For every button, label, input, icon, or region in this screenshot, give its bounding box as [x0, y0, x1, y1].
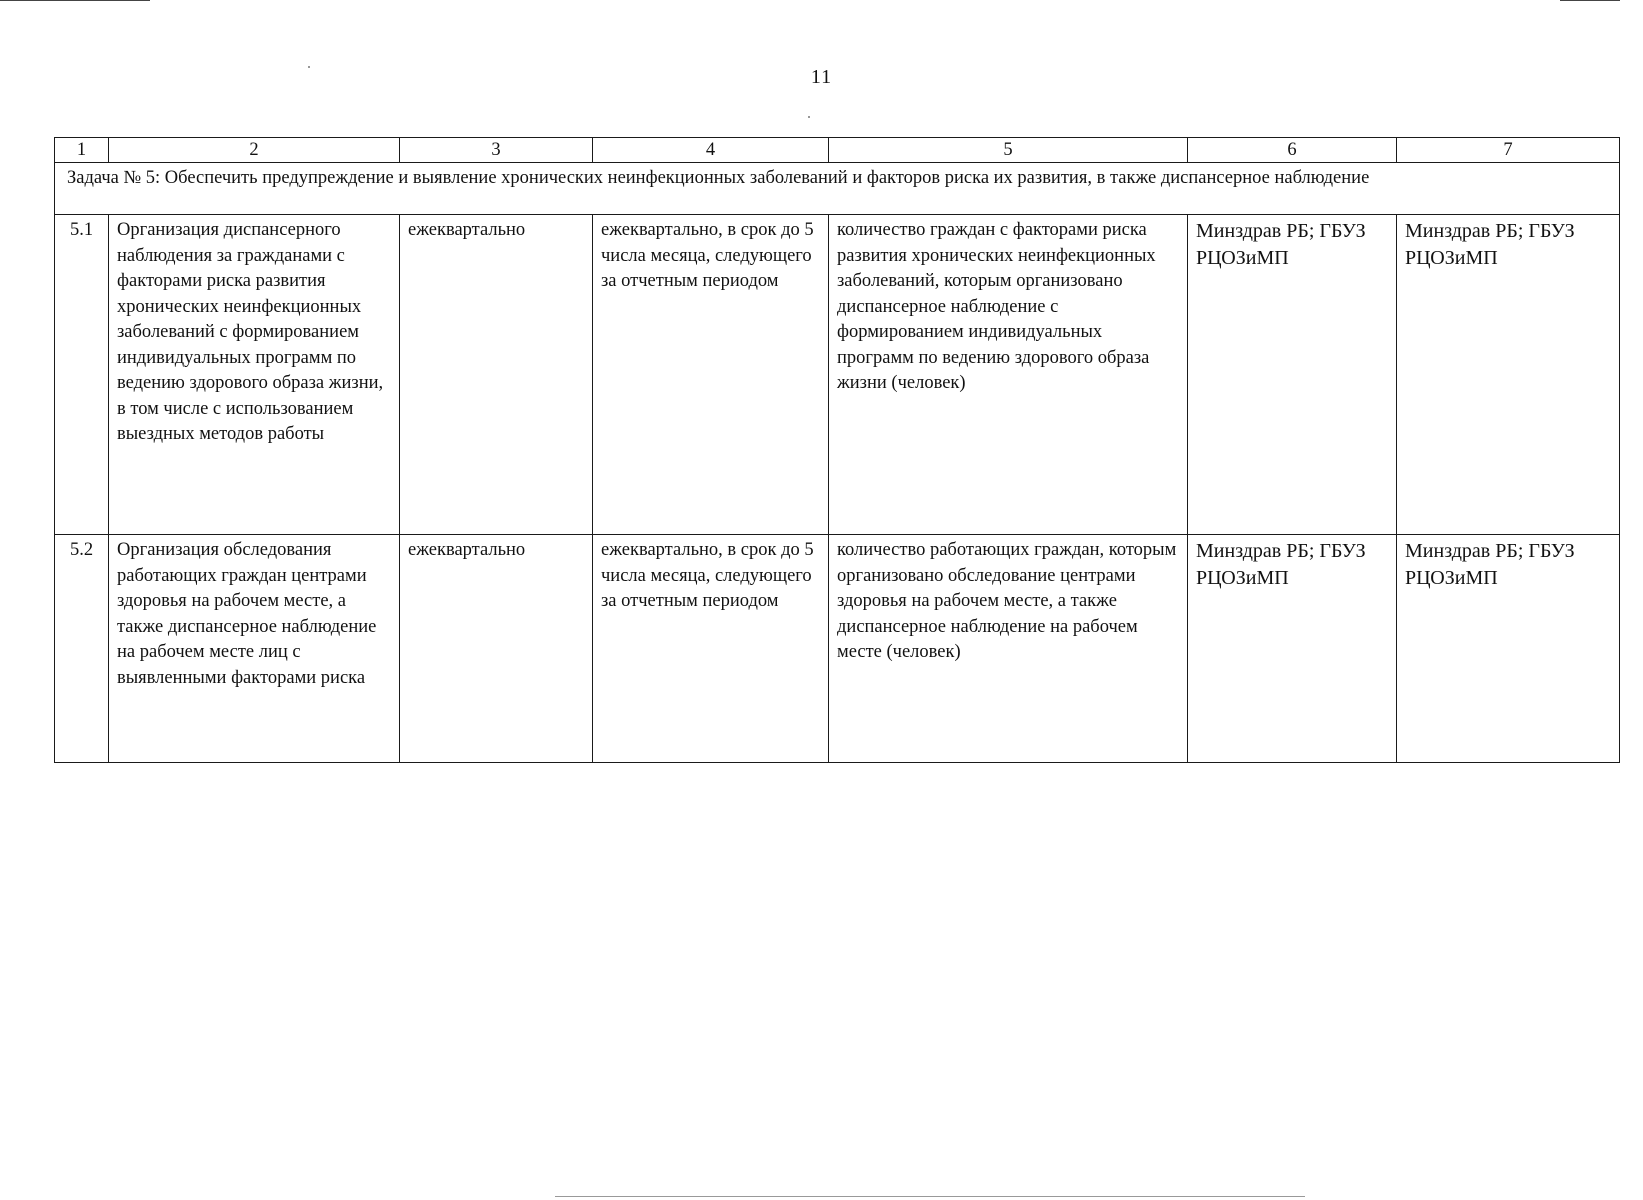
responsible-cell: Минздрав РБ; ГБУЗ РЦОЗиМП	[1397, 535, 1620, 763]
table-row	[55, 215, 1620, 535]
indicator-cell: количество работающих граждан, которым организовано обследование центрами здоровья на рабочем месте, а также диспансерное наблюдение на рабочем месте (человек)	[829, 535, 1188, 763]
task-heading: Задача № 5: Обеспечить предупреждение и выявление хронических неинфекционных заболеваний и факторов риска их развития, в также диспансерное наблюдение	[55, 163, 1620, 215]
scan-speck	[808, 116, 810, 118]
column-number: 5	[829, 138, 1188, 163]
responsible-cell: Минздрав РБ; ГБУЗ РЦОЗиМП	[1188, 535, 1397, 763]
column-number: 4	[593, 138, 829, 163]
page-number: 11	[810, 66, 833, 88]
periodicity-cell: ежеквартально	[400, 215, 593, 535]
indicator-cell: количество граждан с факторами риска развития хронических неинфекционных заболеваний, которым организовано диспансерное наблюдение с формированием индивидуальных программ по ведению здорового образа жизни (человек)	[829, 215, 1188, 535]
column-number: 3	[400, 138, 593, 163]
deadline-cell: ежеквартально, в срок до 5 числа месяца, следующего за отчетным периодом	[593, 535, 829, 763]
deadline-cell: ежеквартально, в срок до 5 числа месяца, следующего за отчетным периодом	[593, 215, 829, 535]
responsible-cell: Минздрав РБ; ГБУЗ РЦОЗиМП	[1188, 215, 1397, 535]
row-number: 5.1	[55, 215, 109, 535]
column-number: 1	[55, 138, 109, 163]
periodicity-cell: ежеквартально	[400, 535, 593, 763]
scan-edge-line	[0, 0, 150, 1]
responsible-cell: Минздрав РБ; ГБУЗ РЦОЗиМП	[1397, 215, 1620, 535]
column-number-row	[55, 138, 1620, 163]
column-number: 2	[109, 138, 400, 163]
measure-cell: Организация обследования работающих граждан центрами здоровья на рабочем месте, а также диспансерное наблюдение на рабочем месте лиц с выявленными факторами риска	[109, 535, 400, 763]
table-row	[55, 535, 1620, 763]
column-number: 6	[1188, 138, 1397, 163]
row-number: 5.2	[55, 535, 109, 763]
scan-edge-line	[555, 1196, 1305, 1197]
plan-table	[54, 137, 1620, 763]
scan-edge-line	[1560, 0, 1620, 1]
task-heading-row	[55, 163, 1620, 215]
measure-cell: Организация диспансерного наблюдения за гражданами с факторами риска развития хронических неинфекционных заболеваний с формированием индивидуальных программ по ведению здорового образа жизни, в том числе с использованием выездных методов работы	[109, 215, 400, 535]
column-number: 7	[1397, 138, 1620, 163]
